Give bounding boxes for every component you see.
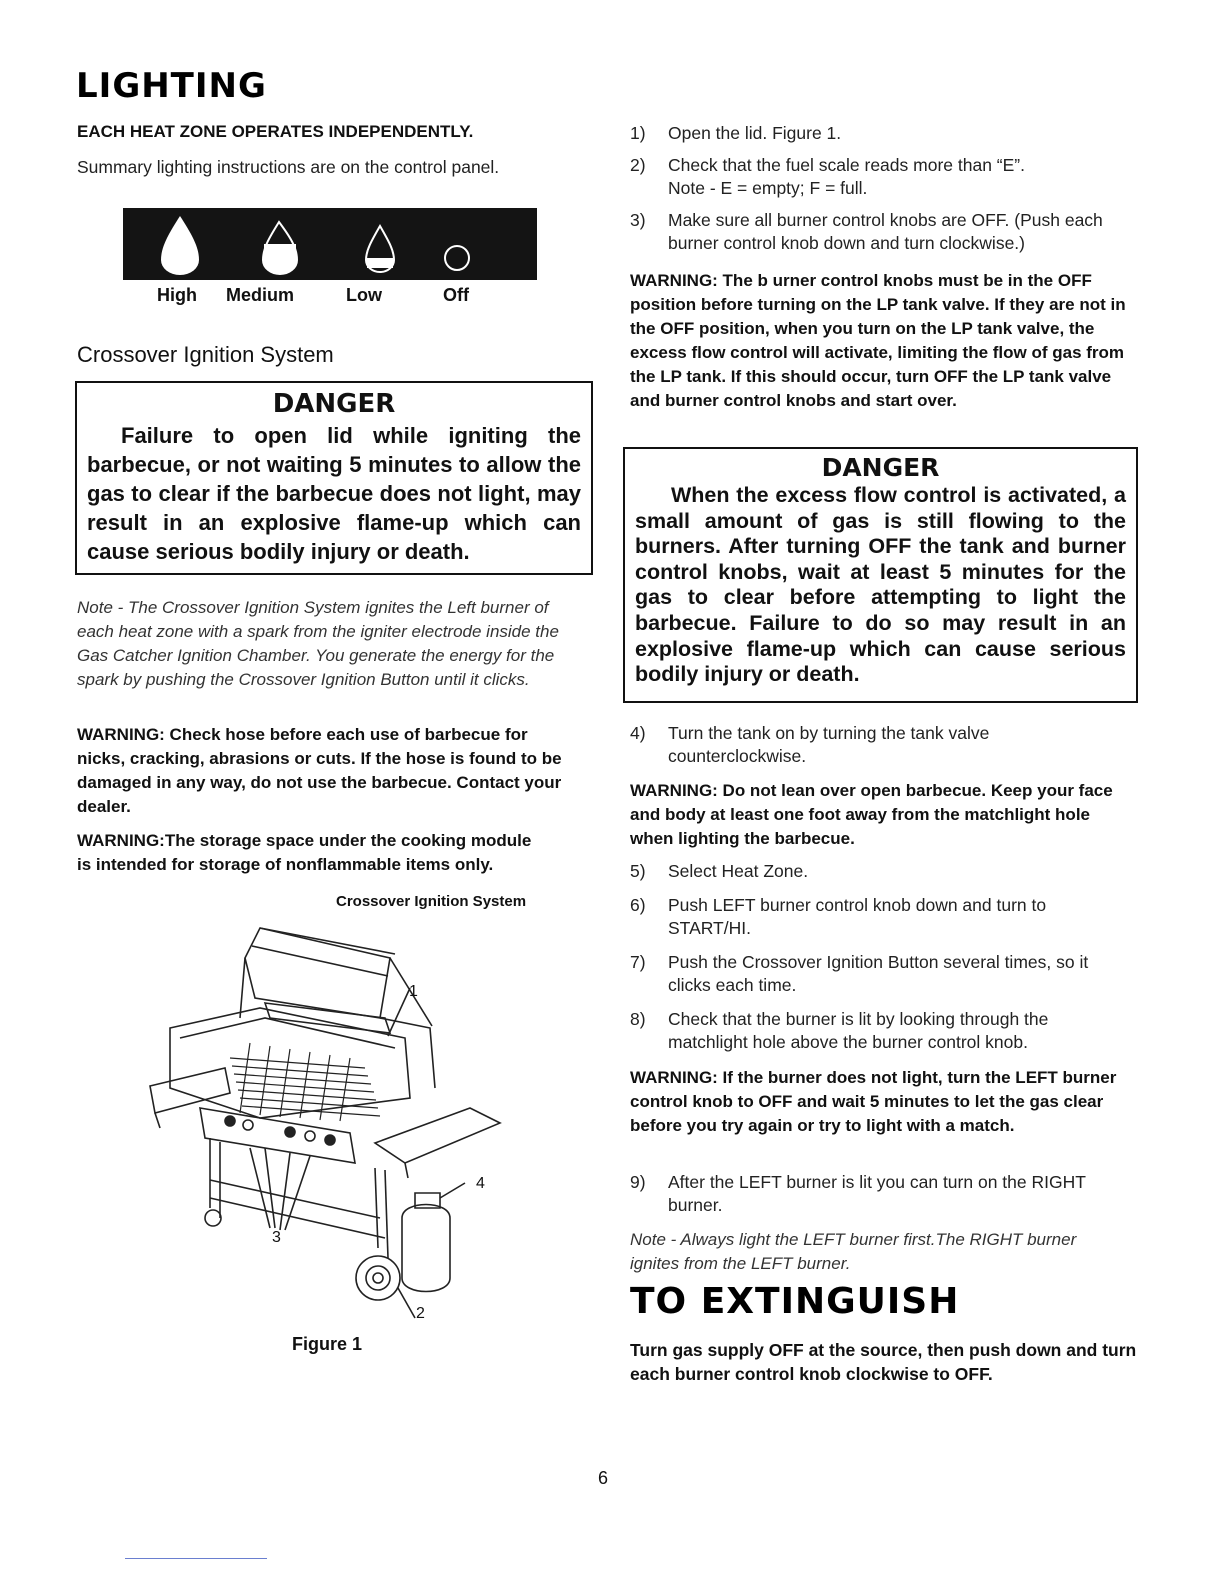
- step-text: Open the lid. Figure 1.: [668, 123, 842, 143]
- step-number: 9): [630, 1172, 646, 1192]
- callout-3: 3: [272, 1229, 281, 1246]
- figure-caption-top: Crossover Ignition System: [336, 893, 527, 910]
- danger-title: DANGER: [821, 453, 940, 482]
- list-item: [630, 1008, 1130, 1054]
- page-number: 6: [598, 1468, 609, 1488]
- list-item: [630, 894, 1130, 940]
- zone-heading: EACH HEAT ZONE OPERATES INDEPENDENTLY.: [77, 122, 474, 141]
- danger-box-excess-flow: [623, 447, 1138, 703]
- lp-tank-warning: WARNING: The b urner control knobs must be in the OFF position before turning on the LP tank valve. If they are not in the OFF position, when you turn on the LP tank valve, the excess flow control will activate, limiting the flow of gas from the LP tank. If this should occur, turn OFF the LP tank valve and burner control knobs and start over.: [630, 271, 1126, 410]
- step-number: 2): [630, 155, 646, 175]
- list-item: [630, 122, 1130, 145]
- list-item: [630, 1171, 1100, 1217]
- step-number: 8): [630, 1009, 646, 1029]
- step-text: Make sure all burner control knobs are OFF. (Push each burner control knob down and turn clockwise.): [668, 210, 1103, 253]
- extinguish-title: TO EXTINGUISH: [630, 1281, 960, 1322]
- heat-label-low: Low: [346, 285, 382, 305]
- low-flame-icon: [366, 226, 394, 272]
- high-flame-icon: [161, 216, 199, 275]
- footer-rule: [125, 1558, 267, 1559]
- list-item: [630, 154, 1130, 200]
- step-number: 4): [630, 723, 646, 743]
- step-text: Push LEFT burner control knob down and turn to START/HI.: [668, 895, 1047, 938]
- no-light-warning: WARNING: If the burner does not light, turn the LEFT burner control knob to OFF and wait 5 minutes to let the gas clear before you try again or try to light with a match.: [630, 1068, 1117, 1135]
- list-item: [630, 722, 1090, 768]
- steps-list-b: [630, 860, 1130, 1054]
- medium-flame-icon: [263, 222, 297, 274]
- step-number: 7): [630, 952, 646, 972]
- step-text: Check that the fuel scale reads more than “E”.: [668, 155, 1025, 175]
- heat-label-off: Off: [443, 285, 469, 305]
- left-burner-note: Note - Always light the LEFT burner first.The RIGHT burner ignites from the LEFT burner.: [630, 1230, 1077, 1273]
- step-9: [630, 1171, 1100, 1217]
- figure-label: Figure 1: [292, 1334, 363, 1354]
- step-number: 3): [630, 210, 646, 230]
- page-title: LIGHTING: [76, 66, 267, 106]
- list-item: [630, 951, 1130, 997]
- extinguish-text: Turn gas supply OFF at the source, then push down and turn each burner control knob clockwise to OFF.: [630, 1340, 1137, 1384]
- callout-2: 2: [416, 1305, 425, 1322]
- step-note: Note - E = empty; F = full.: [668, 178, 868, 198]
- step-4: [630, 722, 1090, 768]
- lean-warning: WARNING: Do not lean over open barbecue. Keep your face and body at least one foot away from the matchlight hole when lighting the barbecue.: [630, 781, 1113, 848]
- barbecue-illustration: [140, 918, 510, 1330]
- step-text: Turn the tank on by turning the tank valve counterclockwise.: [668, 723, 990, 766]
- storage-warning: WARNING:The storage space under the cooking module is intended for storage of nonflammable items only.: [77, 831, 532, 874]
- danger-box-lid: [75, 381, 593, 575]
- step-text: After the LEFT burner is lit you can turn on the RIGHT burner.: [668, 1172, 1086, 1215]
- steps-list-a: [630, 122, 1130, 255]
- heat-level-panel: [123, 208, 537, 280]
- ignition-note: Note - The Crossover Ignition System ignites the Left burner of each heat zone with a spark from the igniter electrode inside the Gas Catcher Ignition Chamber. You generate the energy for the spark by pushing the Crossover Ignition Button until it clicks.: [77, 598, 559, 689]
- danger-title: DANGER: [272, 389, 396, 419]
- flame-icons: [123, 208, 537, 280]
- step-number: 6): [630, 895, 646, 915]
- callout-4: 4: [476, 1175, 485, 1192]
- step-text: Push the Crossover Ignition Button several times, so it clicks each time.: [668, 952, 1089, 995]
- off-icon: [445, 246, 469, 270]
- hose-warning: WARNING: Check hose before each use of barbecue for nicks, cracking, abrasions or cuts. If the hose is found to be damaged in any way, do not use the barbecue. Contact your dealer.: [77, 725, 562, 816]
- danger-text: Failure to open lid while igniting the barbecue, or not waiting 5 minutes to allow the gas to clear if the barbecue does not light, may result in an explosive flame-up which can cause serious bodily injury or death.: [87, 423, 581, 564]
- heat-label-high: High: [157, 285, 197, 305]
- list-item: [630, 209, 1130, 255]
- step-number: 1): [630, 123, 646, 143]
- list-item: [630, 860, 1130, 883]
- step-number: 5): [630, 861, 646, 881]
- step-text: Check that the burner is lit by looking through the matchlight hole above the burner control knob.: [668, 1009, 1049, 1052]
- danger-text: When the excess flow control is activated, a small amount of gas is still flowing to the burners. After turning OFF the tank and burner control knobs, wait at least 5 minutes for the gas to clear before attempting to light the barbecue. Failure to do so may result in an explosive flame-up which can cause serious bodily injury or death.: [635, 483, 1126, 687]
- crossover-heading: Crossover Ignition System: [77, 342, 334, 367]
- summary-text: Summary lighting instructions are on the control panel.: [77, 157, 500, 177]
- step-text: Select Heat Zone.: [668, 861, 809, 881]
- heat-label-medium: Medium: [226, 285, 295, 305]
- callout-1: 1: [409, 983, 418, 1000]
